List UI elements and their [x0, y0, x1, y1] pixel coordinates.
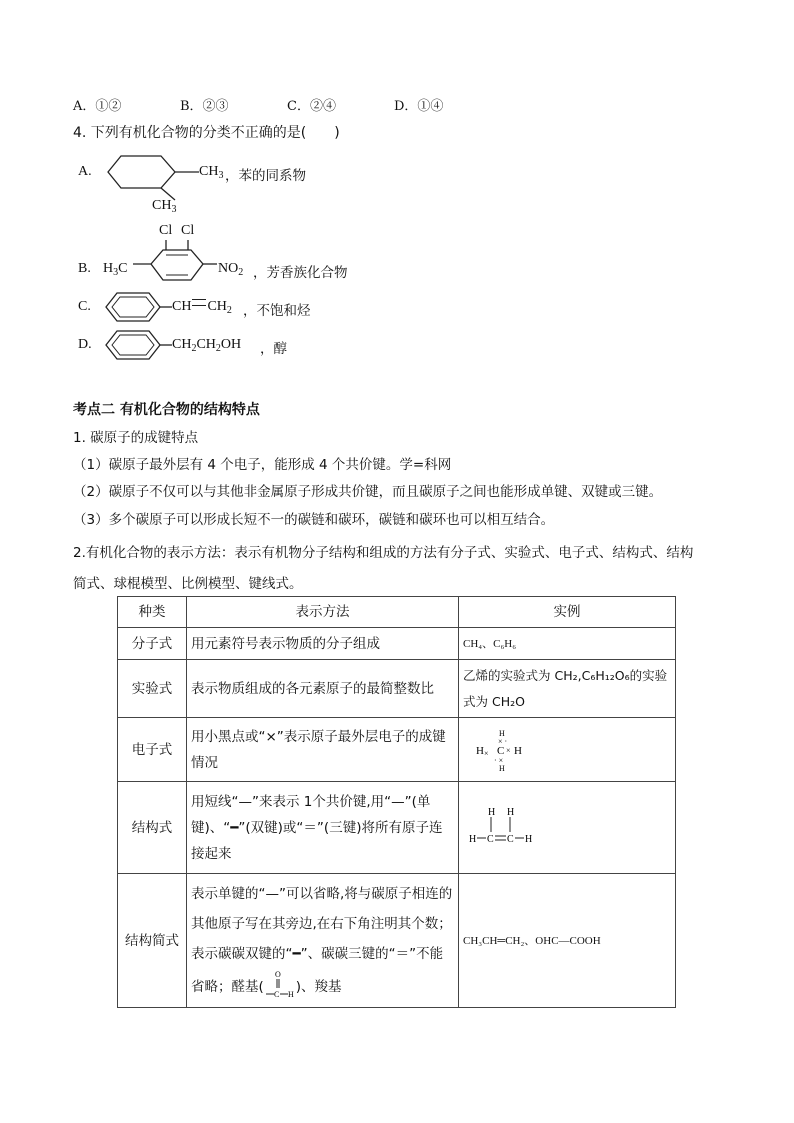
- electron-formula-diagram: [473, 727, 533, 773]
- ef-x-top: × ·: [498, 736, 508, 746]
- option-c: C．②④: [287, 99, 336, 114]
- row-method: 表示单键的“—”可以省略,将与碳原子相连的其他原子写在其旁边,在右下角注明其个数；表示碳碳双键的“━”、碳碳三键的“＝”不能省略；醛基( O C H )、羧基: [187, 874, 459, 1008]
- ethanol-label: [172, 337, 241, 354]
- section-title: 考点二 有机化合物的结构特点: [73, 402, 260, 418]
- h-text: H: [103, 261, 114, 276]
- sf-h4: H: [525, 833, 533, 845]
- paragraph-1-item-2: （2）碳原子不仅可以与其他非金属原子形成共价键，而且碳原子之间也能形成单键、双键或三键。: [73, 484, 663, 500]
- table-row: [118, 660, 676, 718]
- ch-text: CH: [172, 299, 192, 314]
- table-row: [118, 718, 676, 782]
- row-kind: 结构简式: [118, 874, 187, 1008]
- table-row: [118, 874, 676, 1008]
- ef-c: C: [497, 744, 505, 757]
- aldehyde-group-diagram: [264, 969, 296, 999]
- ef-h-right: H: [514, 744, 522, 757]
- sub-2: 2: [215, 343, 221, 354]
- sf-h2: H: [507, 806, 515, 818]
- vinyl-label: [172, 299, 232, 316]
- choice-b-letter: B.: [78, 261, 91, 276]
- oh-text: OH: [220, 337, 242, 352]
- benzene-ring-b: [133, 238, 218, 284]
- choice-c-desc: ，不饱和烃: [243, 303, 311, 319]
- ef-x-right: ×: [506, 745, 511, 755]
- benzene-ring-d: [103, 328, 173, 362]
- ef-h-bottom: H: [499, 763, 505, 773]
- row-kind: 电子式: [118, 718, 187, 782]
- benzene-ring-c: [103, 290, 173, 324]
- choice-a-desc: ，苯的同系物: [225, 168, 306, 184]
- ald-o: O: [274, 970, 281, 979]
- paragraph-1-title: 1. 碳原子的成键特点: [73, 430, 199, 446]
- row-method: 表示物质组成的各元素原子的最简整数比: [187, 660, 459, 718]
- sub-3: 3: [171, 204, 177, 215]
- table-header-row: [118, 597, 676, 628]
- row-example: CH₃CH═CH₂、OHC—COOH: [459, 874, 676, 1008]
- row-example: CH₄、C₆H₆: [459, 628, 676, 660]
- sub-3: 3: [113, 267, 119, 278]
- ef-dot-bottom: · ×: [494, 755, 504, 765]
- option-a: A．①②: [73, 99, 122, 114]
- sf-h1: H: [488, 806, 496, 818]
- choice-b-desc: ，芳香族化合物: [253, 265, 348, 281]
- row-example: 乙烯的实验式为 CH₂,C₆H₁₂O₆的实验式为 CH₂O: [459, 660, 676, 718]
- choice-d-letter: D.: [78, 337, 92, 352]
- row-example-electron-formula: [459, 718, 676, 782]
- table-row: [118, 628, 676, 660]
- ef-x-left: ×: [484, 748, 489, 758]
- ch-text: CH: [196, 337, 216, 352]
- cyclohexane-ring: [108, 156, 175, 188]
- choice-c-letter: C.: [78, 299, 91, 314]
- choice-a: [73, 150, 373, 220]
- choice-d-desc: ，醇: [260, 341, 287, 357]
- option-b: B．②③: [180, 99, 229, 114]
- row-example-structural-formula: [459, 782, 676, 874]
- structural-formula-diagram: [467, 805, 547, 851]
- choice-d: [73, 328, 373, 362]
- sub-2: 2: [226, 305, 232, 316]
- ch-text: CH: [199, 164, 219, 179]
- double-bond: [192, 299, 206, 306]
- question-4-stem: 4. 下列有机化合物的分类不正确的是( ): [73, 125, 340, 141]
- sub-3: 3: [218, 170, 224, 181]
- ald-c: C: [273, 990, 280, 999]
- row-kind: 实验式: [118, 660, 187, 718]
- ch-text: CH: [152, 198, 172, 213]
- ch2-text: CH: [207, 299, 227, 314]
- header-example: 实例: [459, 597, 676, 628]
- ald-h: H: [287, 990, 294, 999]
- no2-label: [218, 261, 243, 278]
- option-d: D．①④: [394, 99, 444, 114]
- choice-c: [73, 290, 373, 324]
- no-text: NO: [218, 261, 239, 276]
- table-row: [118, 782, 676, 874]
- cl-label-2: Cl: [181, 223, 195, 238]
- paragraph-2-line-1: 2.有机化合物的表示方法：表示有机物分子结构和组成的方法有分子式、实验式、电子式、结构式、结构: [73, 545, 694, 561]
- row-method: 用元素符号表示物质的分子组成: [187, 628, 459, 660]
- sub-2: 2: [238, 267, 244, 278]
- paragraph-1-item-1: （1）碳原子最外层有 4 个电子，能形成 4 个共价键。学=科网: [73, 457, 452, 473]
- choice-b: [73, 222, 393, 286]
- ch-text: CH: [172, 337, 192, 352]
- row-kind: 结构式: [118, 782, 187, 874]
- header-method: 表示方法: [187, 597, 459, 628]
- sf-h3: H: [469, 833, 477, 845]
- answer-options-row: [73, 95, 501, 114]
- paragraph-1-item-3: （3）多个碳原子可以形成长短不一的碳链和碳环，碳链和碳环也可以相互结合。: [73, 512, 555, 528]
- ef-h-top: H: [499, 728, 505, 738]
- sub-2: 2: [191, 343, 197, 354]
- choice-a-letter: A.: [78, 164, 92, 179]
- c-text: C: [118, 261, 128, 276]
- header-kind: 种类: [118, 597, 187, 628]
- row-method: 用短线“—”来表示 1个共价键,用“—”(单键)、“━”(双键)或“＝”(三键)将所有原子连接起来: [187, 782, 459, 874]
- cl-label-1: Cl: [159, 223, 173, 238]
- h3c-label: [103, 261, 127, 278]
- ef-h-left: H: [476, 744, 484, 757]
- methyl-bottom-label: [152, 198, 176, 215]
- paragraph-2-line-2: 简式、球棍模型、比例模型、键线式。: [73, 576, 303, 592]
- sf-c1: C: [487, 833, 494, 845]
- sf-c2: C: [507, 833, 514, 845]
- row-kind: 分子式: [118, 628, 187, 660]
- methyl-right-label: [199, 164, 223, 181]
- row-method: 用小黑点或“×”表示原子最外层电子的成键情况: [187, 718, 459, 782]
- representation-table: [117, 596, 676, 1008]
